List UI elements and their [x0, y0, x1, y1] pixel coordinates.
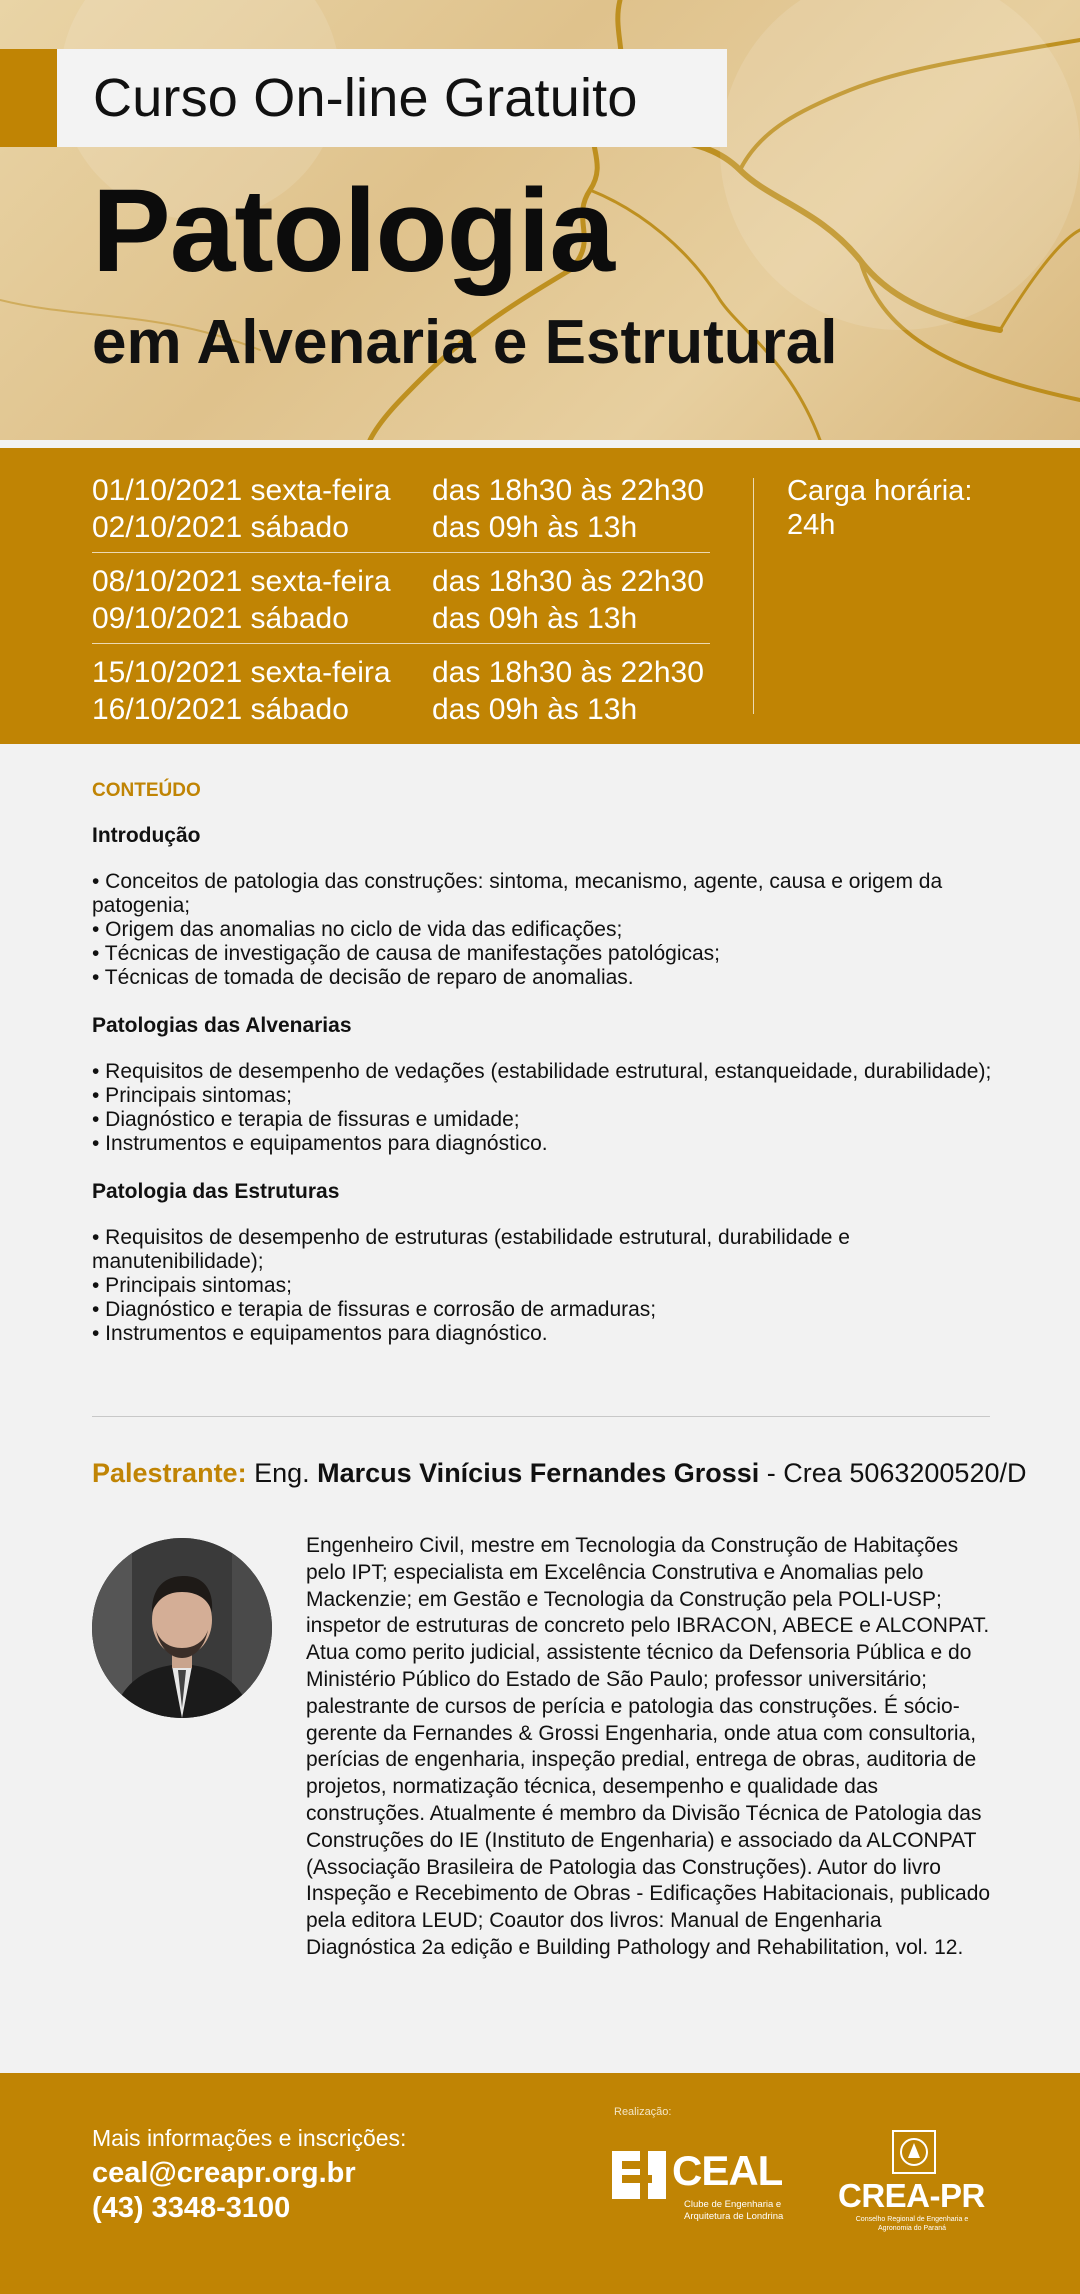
speaker-portrait-icon	[92, 1538, 272, 1718]
schedule-time: das 09h às 13h	[432, 511, 638, 544]
contact-phone[interactable]: (43) 3348-3100	[92, 2192, 291, 2224]
schedule-divider	[753, 478, 754, 714]
content-divider	[92, 1416, 990, 1417]
workload	[787, 474, 972, 542]
list-item: • Diagnóstico e terapia de fissuras e corrosão de armaduras;	[92, 1298, 657, 1321]
topic-list	[92, 870, 992, 990]
schedule-row	[92, 472, 710, 509]
ceal-name: CEAL	[672, 2147, 783, 2194]
schedule-row	[92, 654, 710, 691]
schedule-time: das 09h às 13h	[432, 602, 638, 635]
schedule-date: 15/10/2021 sexta-feira	[92, 656, 391, 689]
speaker-prefix: Eng.	[246, 1458, 318, 1488]
schedule-date: 09/10/2021 sábado	[92, 602, 349, 635]
course-tag: Curso On-line Gratuito	[93, 68, 638, 128]
crea-name: CREA-PR	[838, 2177, 985, 2214]
topic-title: Patologia das Estruturas	[92, 1180, 340, 1203]
topic-title: Patologias das Alvenarias	[92, 1014, 352, 1037]
schedule-date: 08/10/2021 sexta-feira	[92, 565, 391, 598]
list-item: • Instrumentos e equipamentos para diagnóstico.	[92, 1322, 548, 1345]
schedule-time: das 18h30 às 22h30	[432, 474, 704, 507]
hero-banner	[0, 0, 1080, 440]
schedule-row	[92, 509, 710, 546]
schedule-list	[92, 470, 710, 742]
list-item: • Diagnóstico e terapia de fissuras e umidade;	[92, 1108, 520, 1131]
schedule-date: 01/10/2021 sexta-feira	[92, 474, 391, 507]
speaker-label: Palestrante:	[92, 1458, 247, 1488]
content-heading: CONTEÚDO	[92, 780, 201, 801]
list-item: • Principais sintomas;	[92, 1084, 292, 1107]
ceal-tagline: Clube de Engenharia e Arquitetura de Londrina	[684, 2199, 784, 2222]
crea-emblem-icon	[891, 2129, 937, 2175]
course-title: Patologia	[92, 165, 615, 297]
course-subtitle: em Alvenaria e Estrutural	[92, 308, 838, 377]
list-item: • Técnicas de tomada de decisão de reparo de anomalias.	[92, 966, 634, 989]
topic-list	[92, 1226, 992, 1346]
schedule-date: 16/10/2021 sábado	[92, 693, 349, 726]
list-item: • Origem das anomalias no ciclo de vida das edificações;	[92, 918, 623, 941]
footer	[0, 2073, 1080, 2294]
hero-divider	[0, 440, 1080, 448]
course-content	[92, 780, 992, 1370]
list-item: • Requisitos de desempenho de estruturas (estabilidade estrutural, durabilidade e manutenibilidade);	[92, 1226, 850, 1273]
contact-email[interactable]: ceal@creapr.org.br	[92, 2157, 356, 2189]
organizer-label: Realização:	[614, 2106, 672, 2118]
schedule-time: das 09h às 13h	[432, 693, 638, 726]
speaker-name: Marcus Vinícius Fernandes Grossi	[317, 1458, 760, 1488]
contact-label: Mais informações e inscrições:	[92, 2125, 407, 2151]
topic-list	[92, 1060, 992, 1156]
schedule-row	[92, 563, 710, 600]
list-item: • Principais sintomas;	[92, 1274, 292, 1297]
hero-tag-box	[57, 49, 727, 147]
schedule-time: das 18h30 às 22h30	[432, 656, 704, 689]
crea-tagline: Conselho Regional de Engenharia e Agronomia do Paraná	[855, 2216, 969, 2232]
speaker-registration: - Crea 5063200520/D	[759, 1458, 1027, 1488]
schedule-row	[92, 600, 710, 637]
list-item: • Conceitos de patologia das construções: sintoma, mecanismo, agente, causa e origem da patogenia;	[92, 870, 943, 917]
workload-label: Carga horária:	[787, 475, 973, 507]
topic-title: Introdução	[92, 824, 201, 847]
hero-accent-bar	[0, 49, 57, 147]
schedule-time: das 18h30 às 22h30	[432, 565, 704, 598]
schedule-week	[92, 561, 710, 644]
schedule-week	[92, 652, 710, 734]
schedule-week	[92, 470, 710, 553]
speaker-photo	[92, 1538, 272, 1718]
speaker-line	[92, 1458, 1026, 1489]
schedule-band	[0, 448, 1080, 744]
list-item: • Técnicas de investigação de causa de manifestações patológicas;	[92, 942, 721, 965]
list-item: • Instrumentos e equipamentos para diagnóstico.	[92, 1132, 548, 1155]
workload-value: 24h	[787, 509, 836, 541]
schedule-date: 02/10/2021 sábado	[92, 511, 349, 544]
schedule-row	[92, 691, 710, 728]
list-item: • Requisitos de desempenho de vedações (estabilidade estrutural, estanqueidade, durabilidade);	[92, 1060, 992, 1083]
speaker-bio: Engenheiro Civil, mestre em Tecnologia da Construção de Habitações pelo IPT; especialista em Excelência Construtiva e Anomalias pelo Mackenzie; em Gestão e Tecnologia da Construção pela POLI-USP; inspetor de estruturas de concreto pelo IBRACON, ABECE e ALCONPAT. Atua como perito judicial, assistente técnico da Defensoria Pública e do Ministério Público do Estado de São Paulo; professor universitário; palestrante de cursos de perícia e patologia das construções. É sócio-gerente da Fernandes & Grossi Engenharia, onde atua com consultoria, perícias de engenharia, inspeção predial, entrega de obras, auditoria de projetos, normatização técnica, desempenho e qualidade das construções. Atualmente é membro da Divisão Técnica de Patologia das Construções do IE (Instituto de Engenharia) e associado da ALCONPAT (Associação Brasileira de Patologia das Construções). Autor do livro Inspeção e Recebimento de Obras - Edificações Habitacionais, publicado pela editora LEUD; Coautor dos livros: Manual de Engenharia Diagnóstica 2a edição e Building Pathology and Rehabilitation, vol. 12.	[306, 1534, 991, 1959]
